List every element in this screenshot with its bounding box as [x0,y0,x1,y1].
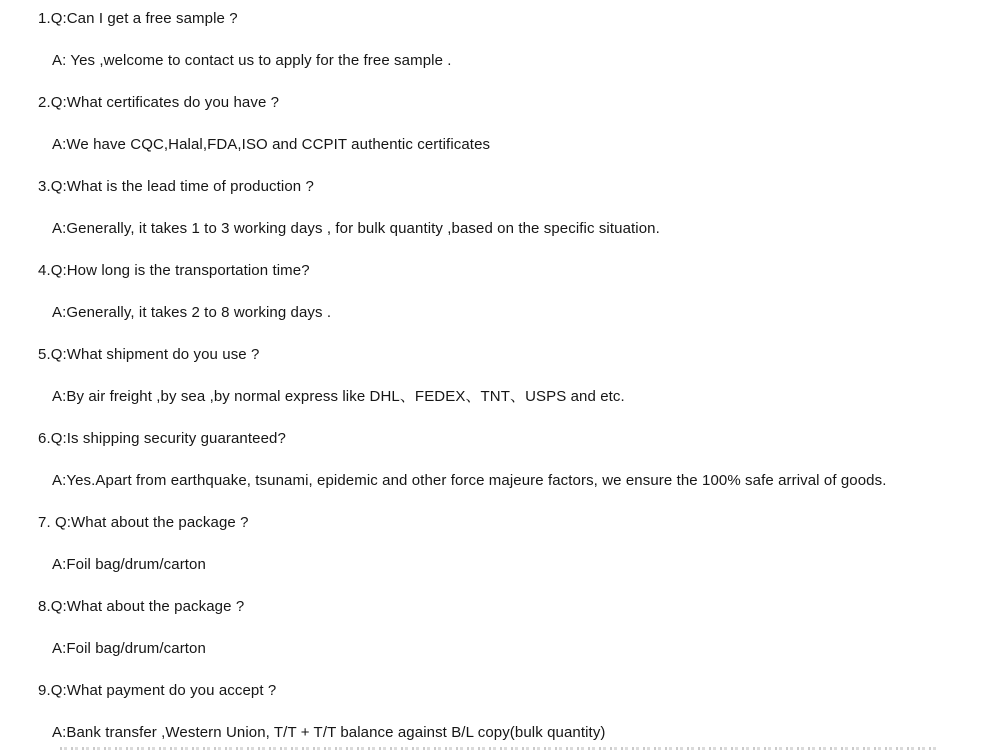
faq-question-9: 9.Q:What payment do you accept ? [38,682,277,699]
faq-answer-8: A:Foil bag/drum/carton [52,640,206,657]
faq-answer-3: A:Generally, it takes 1 to 3 working days , for bulk quantity ,based on the specific situation. [52,220,660,237]
faq-answer-7: A:Foil bag/drum/carton [52,556,206,573]
faq-question-2: 2.Q:What certificates do you have ? [38,94,280,111]
faq-answer-2: A:We have CQC,Halal,FDA,ISO and CCPIT authentic certificates [52,136,491,153]
faq-question-5: 5.Q:What shipment do you use ? [38,346,260,363]
faq-question-3: 3.Q:What is the lead time of production ? [38,178,314,195]
faq-answer-1: A: Yes ,welcome to contact us to apply for the free sample . [52,52,452,69]
faq-answer-5: A:By air freight ,by sea ,by normal express like DHL、FEDEX、TNT、USPS and etc. [52,388,625,405]
faq-question-1: 1.Q:Can I get a free sample ? [38,10,238,27]
faq-answer-6: A:Yes.Apart from earthquake, tsunami, epidemic and other force majeure factors, we ensure the 100% safe arrival of goods. [52,472,887,489]
faq-answer-4: A:Generally, it takes 2 to 8 working days . [52,304,332,321]
faq-answer-9: A:Bank transfer ,Western Union, T/T + T/T balance against B/L copy(bulk quantity) [52,724,606,741]
faq-question-6: 6.Q:Is shipping security guaranteed? [38,430,286,447]
faq-question-7: 7. Q:What about the package ? [38,514,249,531]
faq-question-4: 4.Q:How long is the transportation time? [38,262,310,279]
faq-question-8: 8.Q:What about the package ? [38,598,245,615]
